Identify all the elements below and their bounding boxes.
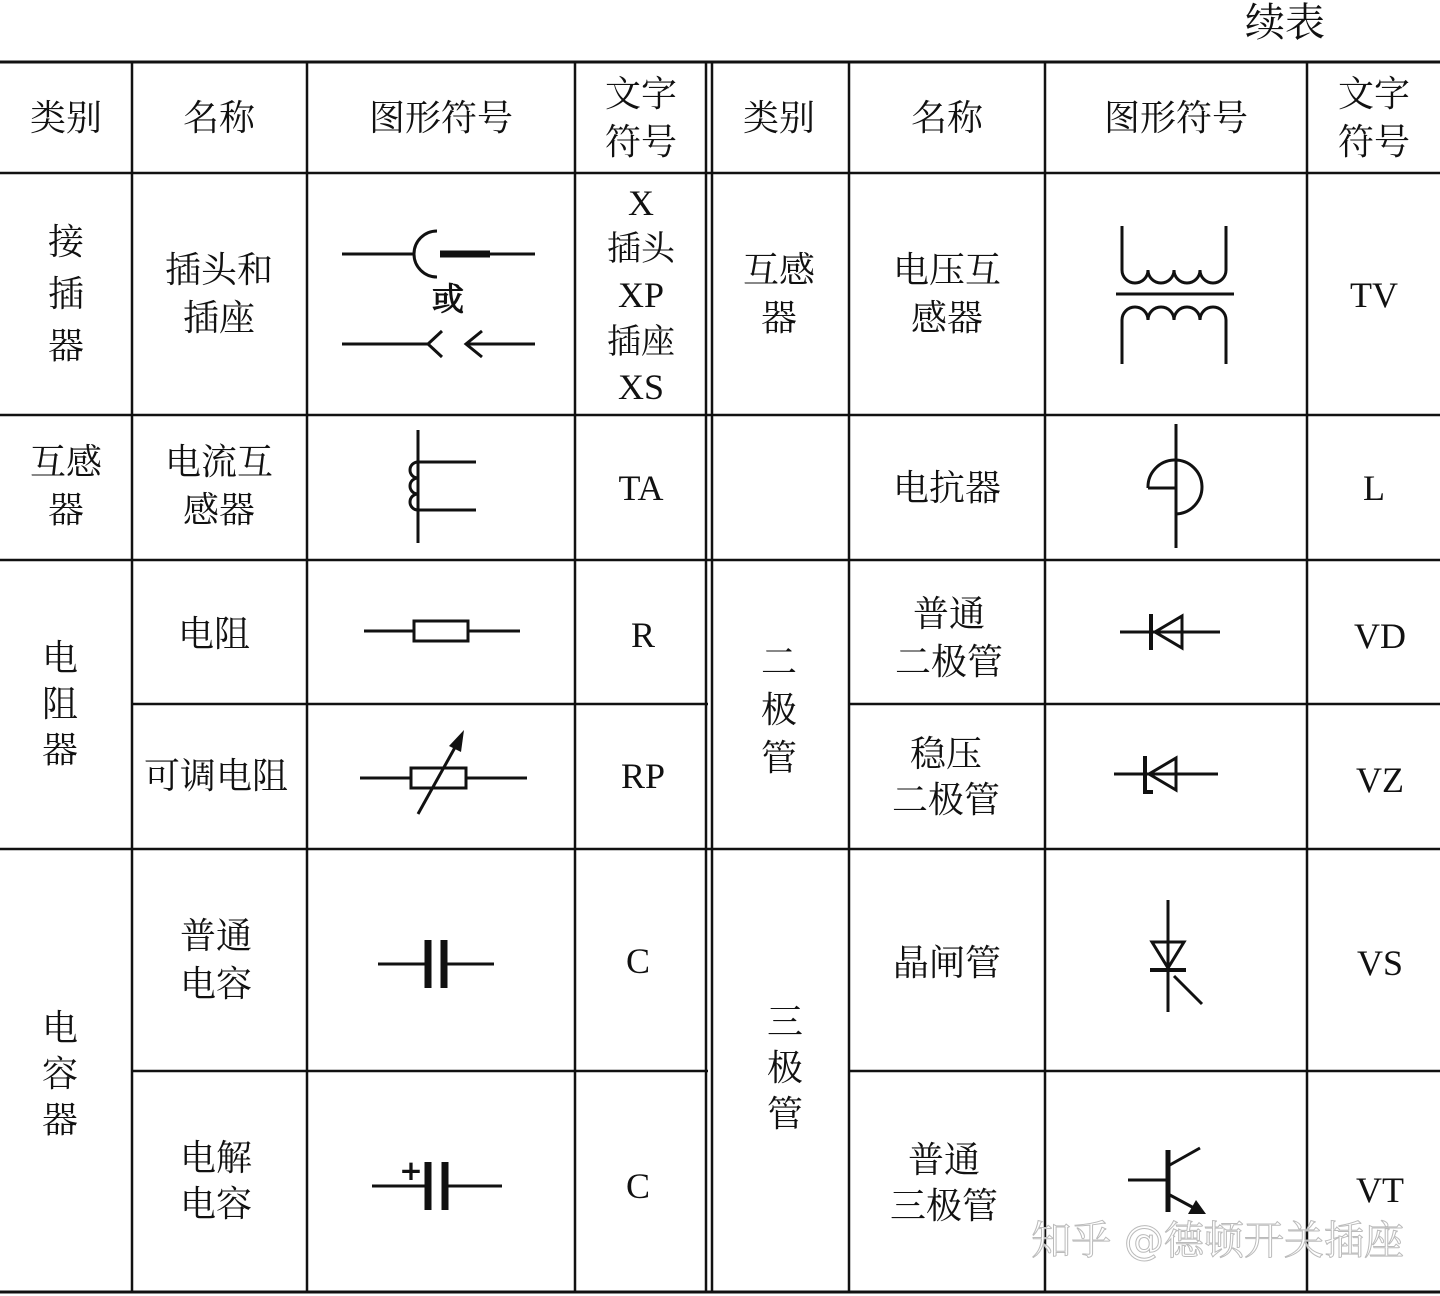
letter-line: 插座 <box>607 322 675 362</box>
letter-code: VZ <box>1356 760 1404 800</box>
table-grid <box>0 62 1440 1292</box>
plus-mark: + <box>399 1154 423 1187</box>
header-name: 名称 <box>910 98 984 139</box>
header-category: 类别 <box>742 98 816 139</box>
letter-code: C <box>625 941 651 981</box>
header-name: 名称 <box>182 98 256 139</box>
name-line: 普通 <box>907 1140 981 1181</box>
variable-resistor-symbol <box>360 730 527 814</box>
name-variable-resistor: 可调电阻 <box>143 756 289 797</box>
name-line: 插座 <box>182 298 256 339</box>
letter-code: VS <box>1356 943 1404 983</box>
category-line: 互感 <box>29 442 103 483</box>
table-caption: 续表 <box>1245 0 1325 46</box>
header-symbol: 图形符号 <box>368 98 514 139</box>
header-row-right <box>743 74 1410 163</box>
category-line: 互感 <box>742 250 816 291</box>
category-char: 管 <box>766 1094 804 1135</box>
watermark: 知乎 @德顿开关插座 <box>1031 1218 1404 1264</box>
category-char: 器 <box>47 326 85 367</box>
letter-line: XP <box>617 275 665 315</box>
voltage-transformer-symbol <box>1116 226 1234 364</box>
name-resistor: 电阻 <box>177 614 251 655</box>
category-char: 二 <box>760 642 798 683</box>
letter-code: VT <box>1356 1170 1404 1210</box>
category-char: 插 <box>47 274 85 315</box>
letter-code: TA <box>618 468 664 508</box>
letter-code: R <box>630 615 656 655</box>
category-char: 阻 <box>41 684 79 725</box>
name-line: 二极管 <box>894 642 1004 683</box>
name-line: 电压互 <box>892 250 1002 291</box>
category-char: 容 <box>41 1054 79 1095</box>
transistor-symbol <box>1128 1148 1206 1214</box>
group-triode <box>767 900 1404 1227</box>
name-line: 感器 <box>182 490 256 531</box>
letter-code: VD <box>1354 616 1406 656</box>
or-label: 或 <box>431 280 465 318</box>
zener-diode-symbol <box>1114 756 1218 792</box>
name-line: 普通 <box>179 916 253 957</box>
reactor-symbol <box>1148 424 1202 548</box>
row-connector <box>48 183 676 407</box>
group-diode <box>761 594 1406 821</box>
name-line: 三极管 <box>889 1186 999 1227</box>
name-line: 电容 <box>179 964 253 1005</box>
name-line: 二极管 <box>891 780 1001 821</box>
resistor-symbol <box>364 621 520 641</box>
header-symbol: 图形符号 <box>1103 98 1249 139</box>
letter-line: 插头 <box>607 229 675 269</box>
name-line: 插头和 <box>164 250 274 291</box>
group-resistor <box>42 614 665 814</box>
name-line: 感器 <box>910 298 984 339</box>
name-line: 电容 <box>179 1184 253 1225</box>
header-letter-line2: 符号 <box>604 122 678 163</box>
category-char: 电 <box>41 1008 79 1049</box>
letter-code: L <box>1363 468 1385 508</box>
category-char: 器 <box>41 1100 79 1141</box>
diode-symbol <box>1120 614 1220 650</box>
name-thyristor: 晶闸管 <box>892 943 1002 984</box>
name-line: 稳压 <box>909 734 983 775</box>
header-letter-line1: 文字 <box>604 74 678 115</box>
category-char: 管 <box>760 738 798 779</box>
letter-line: X <box>628 183 654 223</box>
row-current-transformer <box>30 430 664 543</box>
category-line: 器 <box>760 298 798 339</box>
letter-code: C <box>625 1166 651 1206</box>
current-transformer-symbol <box>410 430 476 543</box>
row-voltage-transformer <box>743 226 1398 364</box>
header-category: 类别 <box>29 98 103 139</box>
header-letter-line1: 文字 <box>1337 74 1411 115</box>
letter-code: RP <box>620 756 666 796</box>
name-reactor: 电抗器 <box>892 468 1002 509</box>
letter-line: XS <box>617 367 665 407</box>
electrolytic-capacitor-symbol <box>372 1162 502 1210</box>
category-line: 器 <box>47 490 85 531</box>
name-line: 普通 <box>912 594 986 635</box>
category-char: 极 <box>766 1048 804 1089</box>
name-line: 电流互 <box>164 442 274 483</box>
thyristor-symbol <box>1150 900 1202 1012</box>
name-line: 电解 <box>179 1138 253 1179</box>
category-char: 电 <box>41 638 79 679</box>
category-char: 器 <box>41 730 79 771</box>
capacitor-symbol <box>378 940 494 988</box>
header-letter-line2: 符号 <box>1337 122 1411 163</box>
category-char: 三 <box>766 1002 804 1043</box>
category-char: 极 <box>760 690 798 731</box>
category-char: 接 <box>47 222 85 263</box>
row-reactor <box>893 424 1385 548</box>
letter-code: TV <box>1350 275 1398 315</box>
header-row-left <box>30 74 677 163</box>
